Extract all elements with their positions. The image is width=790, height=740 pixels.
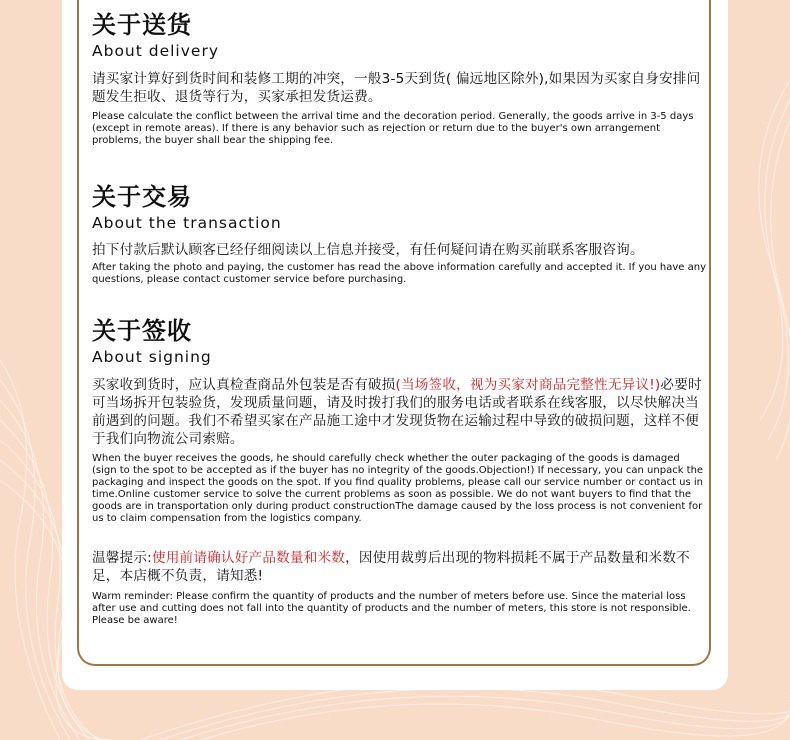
transaction-title-cn: 关于交易 — [92, 183, 192, 211]
section-reminder — [92, 549, 706, 627]
reminder-body-cn-part2: ，因使用裁剪后出现的物料损耗不属于产品数量和米数不足，本店概不负责，请知悉! — [92, 550, 690, 584]
signing-body-cn — [92, 376, 706, 448]
signing-body-cn-part1: 买家收到货时，应认真检查商品外包装是否有破损 — [92, 377, 396, 393]
delivery-body-en: Please calculate the conflict between the arrival time and the decoration period. Generally, the goods arrive in 3-5 days (except in remote areas). If there is any behavior such as rejection or return due to the buyer's own arrangement problems, the buyer shall bear the shipping fee. — [92, 111, 694, 146]
section-signing — [92, 316, 706, 525]
signing-title-cn: 关于签收 — [92, 317, 192, 345]
signing-body-cn-part2: 必要时可当场拆开包装验货，发现质量问题，请及时拨打我们的服务电话或者联系在线客服，以尽快解决当前遇到的问题。我们不希望买家在产品施工途中才发现货物在运输过程中导致的破损问题，这样不便于我们向物流公司索赔。 — [92, 377, 702, 447]
reminder-body-cn — [92, 549, 706, 585]
delivery-title-cn: 关于送货 — [92, 11, 192, 39]
signing-body-en: When the buyer receives the goods, he should carefully check whether the outer packaging of the goods is damaged (sign to the spot to be accepted as if the buyer has no integrity of the goods.Objection!) If necessary, you can unpack the packaging and inspect the goods on the spot. If you find quality problems, please call our service number or contact us in time.Online customer service to solve the current problems as soon as possible. We do not want buyers to find that the goods are in transportation only during product constructionThe damage caused by the loss process is not convenient for us to claim compensation from the logistics company. — [92, 453, 704, 524]
section-delivery — [92, 10, 706, 147]
reminder-label: 温馨提示: — [92, 550, 152, 566]
transaction-title-en: About the transaction — [92, 214, 282, 232]
reminder-highlight: 使用前请确认好产品数量和米数 — [151, 550, 346, 566]
delivery-title-en: About delivery — [92, 42, 219, 60]
reminder-body-en: Warm reminder: Please confirm the quantity of products and the number of meters before use. Since the material loss after use and cutting does not fall into the quantity of products and the number of meters, this store is not responsible. Please be aware! — [92, 591, 691, 626]
signing-body-cn-highlight: (当场签收，视为买家对商品完整性无异议!) — [395, 377, 661, 393]
signing-title-en: About signing — [92, 348, 212, 366]
transaction-body-en: After taking the photo and paying, the customer has read the above information carefully and accepted it. If you have any questions, please contact customer service before purchasing. — [92, 262, 706, 285]
section-transaction — [92, 182, 706, 286]
transaction-body-cn: 拍下付款后默认顾客已经仔细阅读以上信息并接受，有任何疑问请在购买前联系客服咨询。 — [92, 242, 644, 258]
delivery-body-cn: 请买家计算好到货时间和装修工期的冲突，一般3-5天到货( 偏远地区除外),如果因为买家自身安排问题发生拒收、退货等行为，买家承担发货运费。 — [92, 71, 701, 105]
